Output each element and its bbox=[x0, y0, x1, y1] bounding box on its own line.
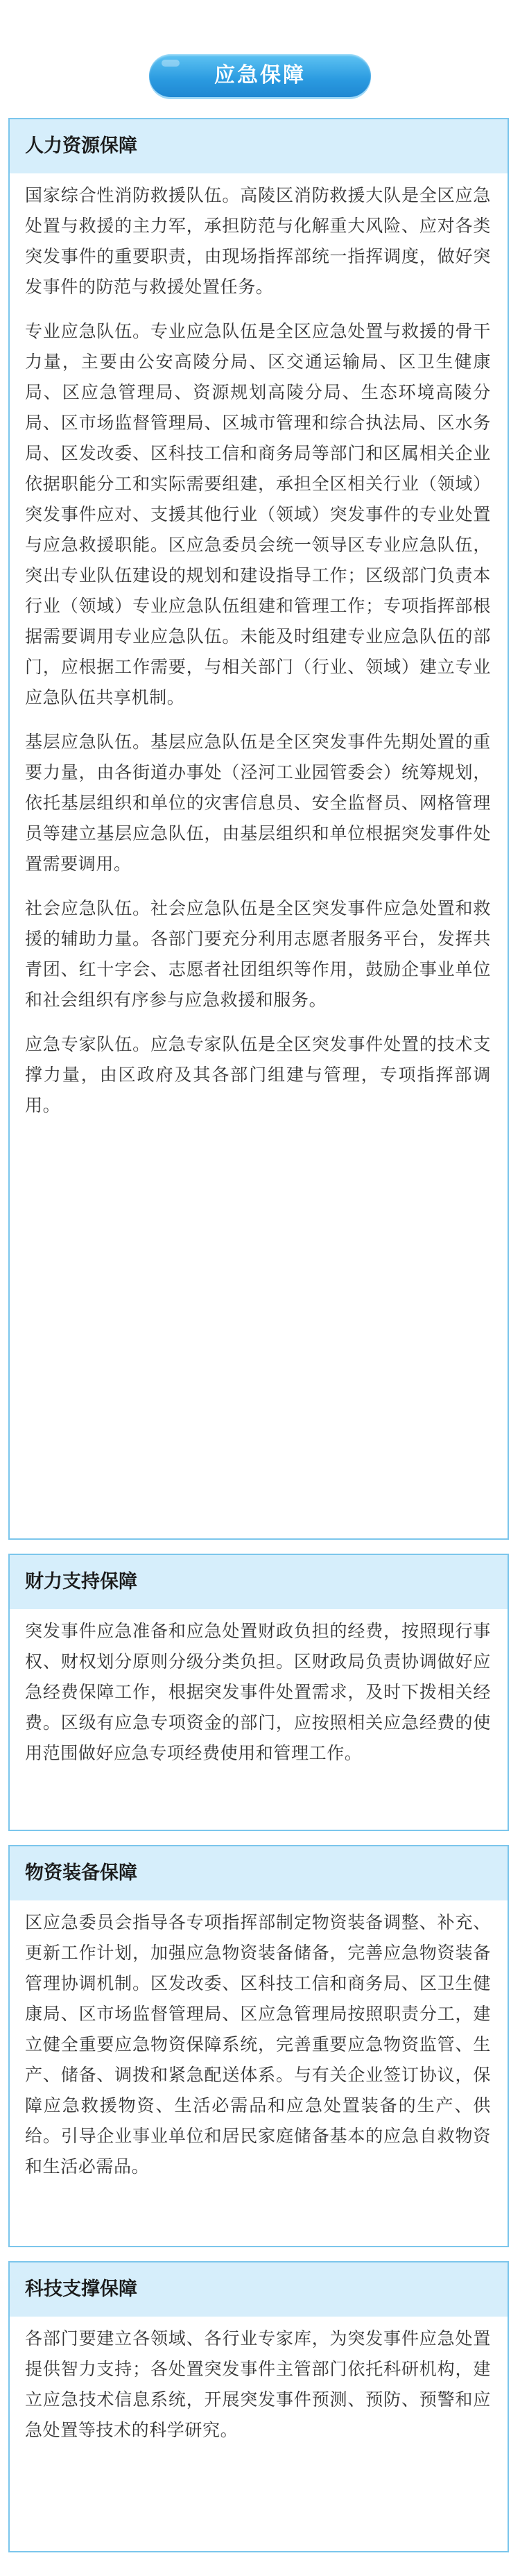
section-body bbox=[10, 2317, 508, 2446]
section-heading: 物资装备保障 bbox=[10, 1846, 508, 1900]
paragraph: 社会应急队伍。社会应急队伍是全区突发事件应急处置和救援的辅助力量。各部门要充分利用志愿者服务平台，发挥共青团、红十字会、志愿者社团组织等作用，鼓励企事业单位和社会组织有序参与应急救援和服务。 bbox=[25, 898, 491, 1010]
page-title: 应急保障 bbox=[149, 54, 371, 97]
paragraph: 专业应急队伍。专业应急队伍是全区应急处置与救援的骨干力量，主要由公安高陵分局、区交通运输局、区卫生健康局、区应急管理局、资源规划高陵分局、生态环境高陵分局、区市场监督管理局、区城市管理和综合执法局、区水务局、区发改委、区科技工信和商务局等部门和区属相关企业依据职能分工和实际需要组建，承担全区相关行业（领域）突发事件应对、支援其他行业（领域）突发事件的专业处置与应急救援职能。区应急委员会统一领导区专业应急队伍，突出专业队伍建设的规划和建设指导工作；区级部门负责本行业（领域）专业应急队伍组建和管理工作；专项指挥部根据需要调用专业应急队伍。未能及时组建专业应急队伍的部门，应根据工作需要，与相关部门（行业、领域）建立专业应急队伍共享机制。 bbox=[25, 321, 491, 707]
section-heading: 财力支持保障 bbox=[10, 1555, 508, 1609]
section-body bbox=[10, 1609, 508, 1769]
section-card-financial-support bbox=[8, 1554, 509, 1831]
paragraph: 突发事件应急准备和应急处置财政负担的经费，按照现行事权、财权划分原则分级分类负担。区财政局负责协调做好应急经费保障工作，根据突发事件处置需求，及时下拨相关经费。区级有应急专项资金的部门，应按照相关应急经费的使用范围做好应急专项经费使用和管理工作。 bbox=[25, 1621, 491, 1763]
section-card-technology-support bbox=[8, 2261, 509, 2552]
paragraph: 应急专家队伍。应急专家队伍是全区突发事件处置的技术支撑力量，由区政府及其各部门组建与管理，专项指挥部调用。 bbox=[25, 1034, 491, 1115]
paragraph: 国家综合性消防救援队伍。高陵区消防救援大队是全区应急处置与救援的主力军，承担防范与化解重大风险、应对各类突发事件的重要职责，由现场指挥部统一指挥调度，做好突发事件的防范与救援处置任务。 bbox=[25, 185, 491, 297]
section-heading: 人力资源保障 bbox=[10, 119, 508, 173]
section-body bbox=[10, 1900, 508, 2182]
paragraph: 基层应急队伍。基层应急队伍是全区突发事件先期处置的重要力量，由各街道办事处（泾河工业园管委会）统筹规划，依托基层组织和单位的灾害信息员、安全监督员、网格管理员等建立基层应急队伍，由基层组织和单位根据突发事件处置需要调用。 bbox=[25, 732, 491, 874]
section-body bbox=[10, 173, 508, 1121]
section-card-human-resources bbox=[8, 118, 509, 1540]
section-heading: 科技支撑保障 bbox=[10, 2262, 508, 2317]
paragraph: 各部门要建立各领域、各行业专家库，为突发事件应急处置提供智力支持；各处置突发事件主管部门依托科研机构，建立应急技术信息系统，开展突发事件预测、预防、预警和应急处置等技术的科学研究。 bbox=[25, 2328, 491, 2440]
section-card-material-equipment bbox=[8, 1845, 509, 2247]
paragraph: 区应急委员会指导各专项指挥部制定物资装备调整、补充、更新工作计划，加强应急物资装备储备，完善应急物资装备管理协调机制。区发改委、区科技工信和商务局、区卫生健康局、区市场监督管理局、区应急管理局按照职责分工，建立健全重要应急物资保障系统，完善重要应急物资监管、生产、储备、调拨和紧急配送体系。与有关企业签订协议，保障应急救援物资、生活必需品和应急处置装备的生产、供给。引导企业事业单位和居民家庭储备基本的应急自救物资和生活必需品。 bbox=[25, 1912, 491, 2176]
